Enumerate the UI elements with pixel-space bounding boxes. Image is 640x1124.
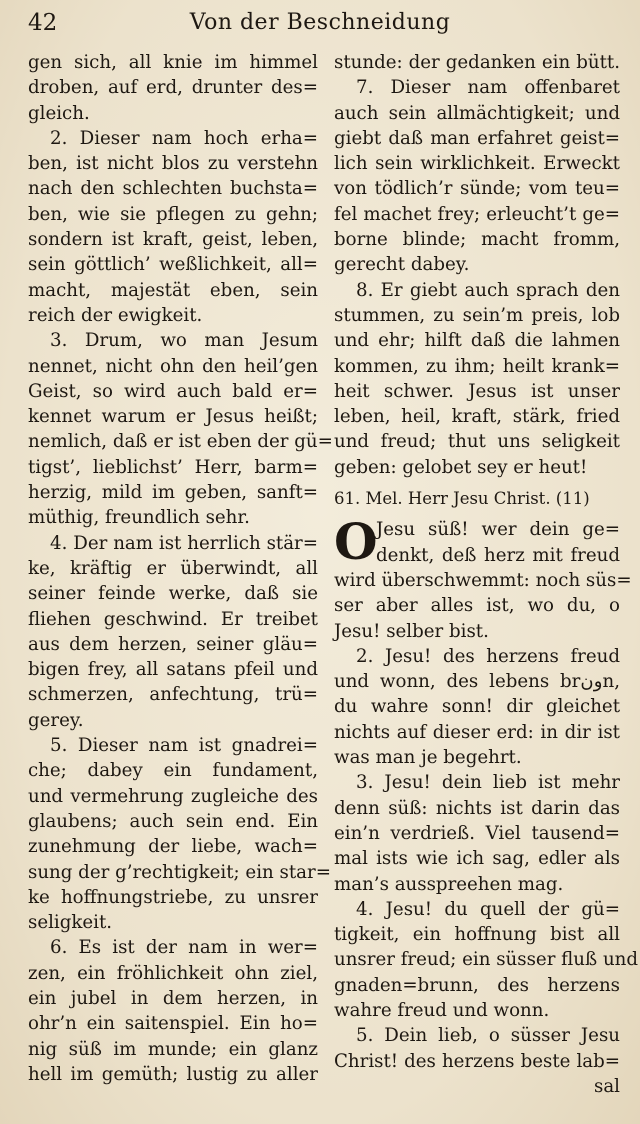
text-line: 3. Jesu! dein lieb ist mehr — [356, 772, 620, 794]
text-line: Geist, so wird auch bald er= — [28, 380, 318, 402]
text-line: ohr’n ein saitenspiel. Ein ho= — [28, 1013, 318, 1035]
text-line: und freud; thut uns seligkeit — [334, 431, 620, 453]
text-line: macht, majestät eben, sein — [28, 279, 318, 301]
right-column-top — [334, 50, 620, 480]
text-line: 7. Dieser nam offenbaret — [356, 77, 620, 99]
text-line: denkt, deß herz mit freud — [376, 544, 620, 566]
text-line: heit schwer. Jesus ist unser — [334, 380, 620, 402]
text-line: denn süß: nichts ist darin das — [334, 797, 620, 819]
text-line: fliehen geschwind. Er treibet — [28, 608, 318, 630]
text-line: sung der g’rechtigkeit; ein star= — [28, 861, 331, 883]
dropcap-initial: O — [334, 512, 378, 572]
text-line: sondern ist kraft, geist, leben, — [28, 229, 318, 251]
text-line: aus dem herzen, seiner gläu= — [28, 633, 318, 655]
text-line: lich sein wirklichkeit. Erweckt — [334, 153, 620, 175]
text-line: nichts auf dieser erd: in dir ist — [334, 721, 620, 743]
text-line: schmerzen, anfechtung, trü= — [28, 684, 318, 706]
text-line: nennet, nicht ohn den heil’gen — [28, 355, 318, 377]
text-line: ein jubel in dem herzen, in — [28, 987, 318, 1009]
text-line: nemlich, daß er ist eben der gü= — [28, 431, 333, 453]
text-line: 4. Jesu! du quell der gü= — [356, 898, 620, 920]
text-line: Christ! des herzens beste lab= — [334, 1050, 620, 1072]
text-line: nig süß im munde; ein glanz — [28, 1038, 318, 1060]
text-line: mal ists wie ich sag, edler als — [334, 848, 620, 870]
right-column-bottom — [334, 512, 639, 1074]
text-line: che; dabey ein fundament, — [28, 760, 318, 782]
text-line: fel machet frey; erleucht’t ge= — [334, 203, 620, 225]
text-line: 2. Dieser nam hoch erha= — [50, 127, 318, 149]
text-line: und ehr; hilft daß die lahmen — [334, 330, 620, 352]
text-line: stunde: der gedanken ein bütt. — [334, 52, 620, 73]
running-head: Von der Beschneidung — [189, 10, 451, 35]
text-line: gerecht dabey. — [334, 254, 470, 276]
text-line: reich der ewigkeit. — [28, 304, 203, 326]
text-line: und vermehrung zugleiche des — [28, 785, 318, 807]
text-line: stummen, zu sein’m preis, lob — [334, 304, 620, 326]
text-line: wahre freud und wonn. — [334, 999, 550, 1021]
text-line: 2. Jesu! des herzens freud — [356, 645, 620, 667]
catchword: sal — [594, 1075, 620, 1097]
text-line: wird überschwemmt: noch süs= — [334, 569, 632, 591]
text-line: müthig, freundlich sehr. — [28, 507, 250, 529]
text-line: unsrer freud; ein süsser fluß und — [334, 949, 639, 971]
text-line: seiner feinde werke, daß sie — [28, 583, 318, 605]
text-line: gnaden=brunn, des herzens — [334, 974, 620, 996]
text-line: gen sich, all knie im himmel — [28, 52, 318, 73]
right-column — [334, 50, 639, 1106]
text-line: seligkeit. — [28, 912, 113, 934]
text-line: ben, wie sie pflegen zu gehn; — [28, 203, 318, 225]
text-line: droben, auf erd, drunter des= — [28, 77, 318, 99]
text-line: herzig, mild im geben, sanft= — [28, 482, 318, 504]
text-line: du wahre sonn! dir gleichet — [334, 696, 620, 718]
text-line: von tödlich’r sünde; vom teu= — [334, 178, 620, 200]
text-line: auch sein allmächtigkeit; und — [334, 102, 620, 124]
text-line: kennet warum er Jesus heißt; — [28, 406, 318, 428]
text-line: und wonn, des lebens brونn, — [334, 671, 620, 693]
left-column — [28, 50, 333, 1106]
text-line: 4. Der nam ist herrlich stär= — [50, 532, 318, 554]
text-line: 3. Drum, wo man Jesum — [50, 330, 318, 352]
text-line: nach den schlechten buchsta= — [28, 178, 318, 200]
text-line: leben, heil, kraft, stärk, fried — [334, 406, 620, 428]
text-line: glaubens; auch sein end. Ein — [28, 810, 318, 832]
text-line: 6. Es ist der nam in wer= — [50, 937, 318, 959]
text-line: hell im gemüth; lustig zu aller — [28, 1063, 318, 1085]
text-line: bigen frey, all satans pfeil und — [28, 659, 318, 681]
text-line: zen, ein fröhlichkeit ohn ziel, — [28, 962, 318, 984]
hymn-heading: 61. Mel. Herr Jesu Christ. (11) — [334, 489, 590, 509]
text-line: zunehmung der liebe, wach= — [28, 836, 318, 858]
text-line: 8. Er giebt auch sprach den — [356, 279, 620, 301]
text-line: kommen, zu ihm; heilt krank= — [334, 355, 620, 377]
text-line: borne blinde; macht fromm, — [334, 229, 620, 251]
text-line: ein’n verdrieß. Viel tausend= — [334, 822, 620, 844]
text-line: gerey. — [28, 709, 84, 731]
text-line: tigst’, lieblichst’ Herr, barm= — [28, 456, 318, 478]
text-line: Jesu! selber bist. — [334, 620, 489, 642]
text-line: Jesu süß! wer dein ge= — [376, 519, 620, 541]
text-line: 5. Dein lieb, o süsser Jesu — [356, 1025, 620, 1047]
text-line: was man je begehrt. — [334, 747, 522, 769]
text-line: tigkeit, ein hoffnung bist all — [334, 924, 620, 946]
text-line: ben, ist nicht blos zu verstehn — [28, 153, 318, 175]
text-line: geben: gelobet sey er heut! — [334, 456, 588, 478]
text-line: ke, kräftig er überwindt, all — [28, 557, 318, 579]
text-line: ke hoffnungstriebe, zu unsrer — [28, 886, 318, 908]
text-line: ser aber alles ist, wo du, o — [334, 595, 620, 617]
text-line: man’s ausspreehen mag. — [334, 873, 564, 895]
text-line: sein göttlich’ weßlichkeit, all= — [28, 254, 318, 276]
text-line: gleich. — [28, 102, 90, 124]
page-number: 42 — [28, 10, 58, 36]
text-line: giebt daß man erfahret geist= — [334, 127, 620, 149]
text-line: 5. Dieser nam ist gnadrei= — [50, 735, 318, 757]
page-header — [22, 4, 618, 44]
